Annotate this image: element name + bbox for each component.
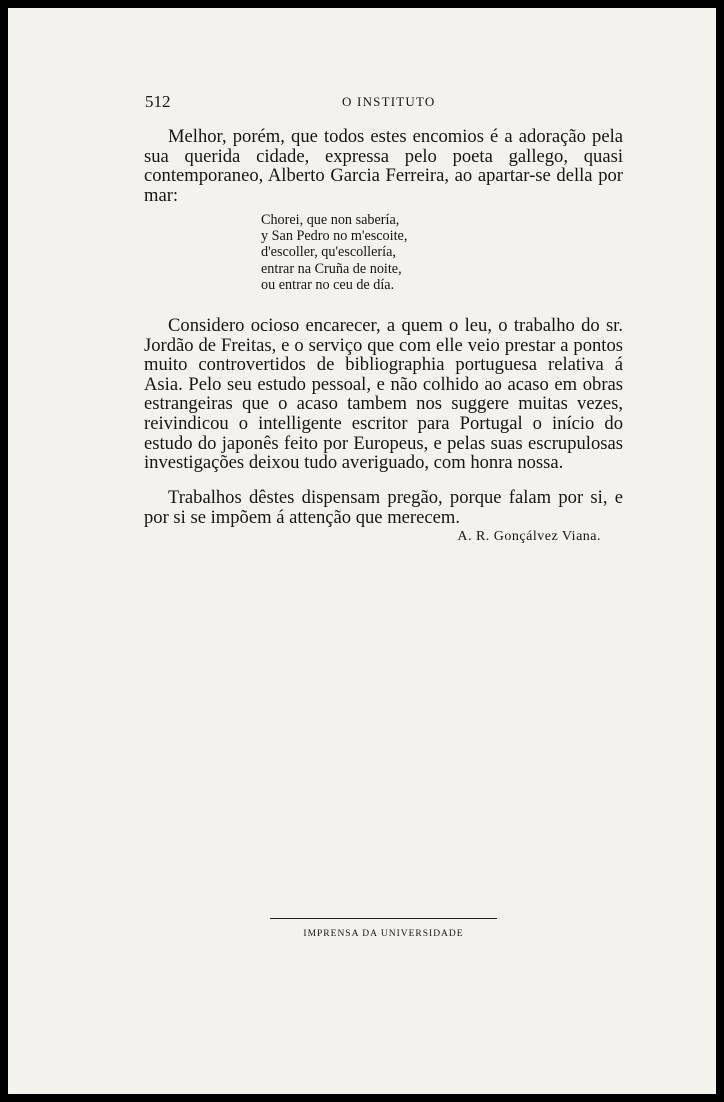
document-page	[8, 8, 716, 1094]
footer-rule	[270, 918, 497, 919]
paragraph-trabalhos: Trabalhos dêstes dispensam pregão, porque falam por si, e por si se impõem á attenção que merecem.	[144, 487, 623, 528]
running-title: O INSTITUTO	[342, 94, 436, 109]
poem-line: Chorei, que non sabería,	[261, 212, 400, 228]
poem-line: y San Pedro no m'escoite,	[261, 228, 408, 245]
paragraph-intro: Melhor, porém, que todos estes encomios é a adoração pela sua querida cidade, expressa pelo poeta gallego, quasi contemporaneo, Alberto Garcia Ferreira, ao apartar-se della por mar:	[144, 126, 623, 206]
poem-line: entrar na Cruña de noite,	[261, 260, 402, 277]
poem-line: d'escoller, qu'escollería,	[261, 244, 396, 261]
page-header	[8, 92, 716, 116]
author-signature: A. R. Gonçálvez Viana.	[457, 529, 601, 544]
printer-imprint: IMPRENSA DA UNIVERSIDADE	[303, 929, 464, 939]
poem-quote	[261, 212, 407, 293]
poem-line: ou entrar no ceu de día.	[261, 276, 395, 293]
paragraph-considero: Considero ocioso encarecer, a quem o leu, o trabalho do sr. Jordão de Freitas, e o serviço que com elle veio prestar a pontos muito controvertidos de bibliographia portuguesa relativa á Asia. Pelo seu estudo pessoal, e não colhido ao acaso em obras estrangeiras que o acaso tambem nos suggere muitas vezes, reivindicou o intelligente escritor para Portugal o início do estudo do japonês feito por Europeus, e pelas suas escrupulosas investigações deixou tudo averiguado, com honra nossa.	[144, 315, 623, 474]
page-number: 512	[145, 92, 171, 111]
